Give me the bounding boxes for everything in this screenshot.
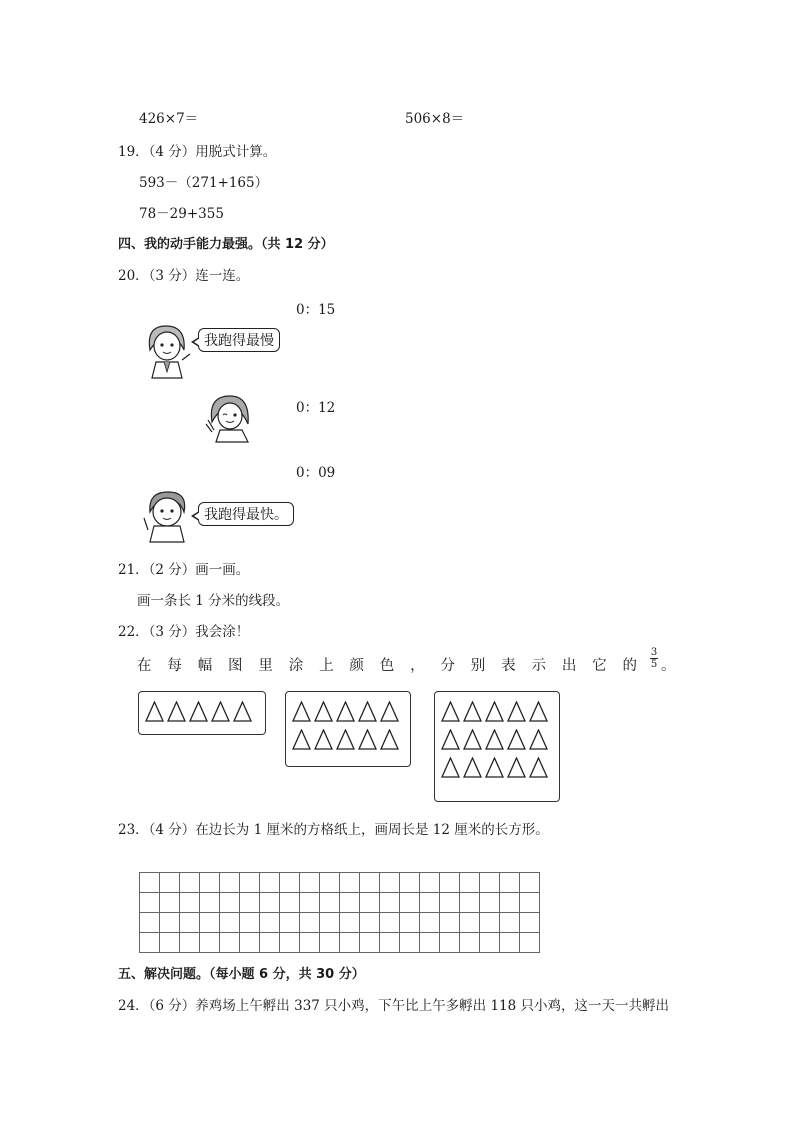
instruction-char: 里 <box>258 658 273 674</box>
section5-title: 五、解决问题。（每小题 6 分，共 30 分） <box>118 967 365 982</box>
triangle-shape <box>380 729 399 750</box>
grid-cell <box>220 913 240 933</box>
grid-cell <box>340 873 360 893</box>
grid-cell <box>460 933 480 953</box>
instruction-char: 每 <box>167 658 182 674</box>
triangle-shape <box>529 757 548 778</box>
triangle-shape <box>167 701 186 722</box>
triangle-shape <box>529 729 548 750</box>
triangle-shape <box>358 701 377 722</box>
grid-cell <box>140 933 160 953</box>
grid-cell <box>260 913 280 933</box>
triangle-shape <box>485 757 504 778</box>
grid-cell <box>200 913 220 933</box>
grid-cell <box>320 933 340 953</box>
grid-cell <box>320 913 340 933</box>
grid-cell <box>160 893 180 913</box>
grid-cell <box>140 893 160 913</box>
grid-cell <box>300 873 320 893</box>
q21-task: 画一条长 1 分米的线段。 <box>137 593 290 609</box>
q20-title: 20．（3 分）连一连。 <box>118 268 250 284</box>
q19-expr1: 593－（271+165） <box>139 175 269 191</box>
grid-cell <box>300 913 320 933</box>
triangle-row <box>435 729 559 750</box>
triangle-row <box>435 701 559 722</box>
instruction-char: 表 <box>501 658 516 674</box>
grid-cell <box>440 933 460 953</box>
triangle-shape <box>314 701 333 722</box>
triangle-shape <box>441 757 460 778</box>
grid-cell <box>440 893 460 913</box>
triangle-shape <box>507 757 526 778</box>
grid-cell <box>500 913 520 933</box>
grid-cell <box>200 893 220 913</box>
time-label-3: 0：09 <box>296 465 336 481</box>
instruction-char: 色 <box>379 658 395 674</box>
section4-title: 四、我的动手能力最强。（共 12 分） <box>118 237 334 252</box>
q23-title: 23．（4 分）在边长为 1 厘米的方格纸上，画周长是 12 厘米的长方形。 <box>118 822 549 838</box>
grid-cell <box>240 933 260 953</box>
instruction-char: 在 <box>137 658 152 674</box>
calc-left: 426×7＝ <box>139 111 199 127</box>
grid-cell <box>340 933 360 953</box>
grid-cell <box>420 933 440 953</box>
grid-cell <box>280 933 300 953</box>
grid-cell <box>180 933 200 953</box>
triangle-shape <box>233 701 252 722</box>
grid-cell <box>280 893 300 913</box>
grid-cell <box>440 873 460 893</box>
girl-waving-illustration <box>204 390 254 444</box>
q22-instruction <box>137 654 637 675</box>
q19-title: 19．（4 分）用脱式计算。 <box>118 144 277 160</box>
triangle-shape <box>380 701 399 722</box>
triangle-figure-1 <box>138 691 266 735</box>
instruction-char: 分 <box>440 658 455 674</box>
grid-row <box>140 913 540 933</box>
grid-cell <box>460 873 480 893</box>
grid-cell <box>340 913 360 933</box>
grid-cell <box>440 913 460 933</box>
triangle-row <box>286 701 410 722</box>
instruction-char: 示 <box>531 658 546 674</box>
grid-cell <box>340 893 360 913</box>
triangle-shape <box>292 729 311 750</box>
instruction-char: 颜 <box>349 658 364 674</box>
q24-title: 24．（6 分）养鸡场上午孵出 337 只小鸡，下午比上午多孵出 118 只小鸡，这一天一共孵出 <box>118 998 670 1014</box>
triangle-shape <box>485 729 504 750</box>
grid-cell <box>200 933 220 953</box>
triangle-shape <box>211 701 230 722</box>
grid-cell <box>500 933 520 953</box>
triangle-shape <box>529 701 548 722</box>
instruction-char: 涂 <box>288 658 304 674</box>
grid-cell <box>360 933 380 953</box>
grid-cell <box>140 873 160 893</box>
grid-cell <box>240 913 260 933</box>
triangle-shape <box>336 701 355 722</box>
grid-cell <box>280 873 300 893</box>
grid-cell <box>380 873 400 893</box>
speech-bubble-slowest: 我跑得最慢 <box>198 328 280 352</box>
grid-row <box>140 893 540 913</box>
triangle-row <box>139 701 265 722</box>
instruction-char: 图 <box>228 658 243 674</box>
grid-cell <box>500 893 520 913</box>
grid-cell <box>400 913 420 933</box>
grid-cell <box>320 873 340 893</box>
grid-cell <box>500 873 520 893</box>
grid-cell <box>480 873 500 893</box>
triangle-shape <box>314 729 333 750</box>
triangle-row <box>435 757 559 778</box>
grid-cell <box>220 893 240 913</box>
grid-cell <box>260 873 280 893</box>
grid-cell <box>460 893 480 913</box>
boy-illustration <box>140 488 196 544</box>
grid-cell <box>360 913 380 933</box>
grid-cell <box>400 933 420 953</box>
grid-cell <box>520 913 540 933</box>
triangle-shape <box>463 729 482 750</box>
triangle-shape <box>507 729 526 750</box>
fraction-suffix: 。 <box>661 658 676 674</box>
grid-cell <box>260 933 280 953</box>
grid-cell <box>180 873 200 893</box>
grid-cell <box>400 893 420 913</box>
grid-cell <box>520 893 540 913</box>
grid-cell <box>420 913 440 933</box>
fraction-denominator: 5 <box>650 659 658 670</box>
triangle-shape <box>441 729 460 750</box>
q21-title: 21．（2 分）画一画。 <box>118 562 250 578</box>
triangle-shape <box>336 729 355 750</box>
triangle-shape <box>463 757 482 778</box>
grid-cell <box>520 873 540 893</box>
instruction-char: 别 <box>470 658 486 674</box>
grid-cell <box>300 933 320 953</box>
triangle-figure-2 <box>285 691 411 767</box>
grid-cell <box>180 913 200 933</box>
grid-row <box>140 873 540 893</box>
grid-cell <box>220 873 240 893</box>
grid-cell <box>300 893 320 913</box>
triangle-shape <box>145 701 164 722</box>
time-label-1: 0：15 <box>296 302 336 318</box>
triangle-shape <box>463 701 482 722</box>
triangle-shape <box>507 701 526 722</box>
grid-cell <box>460 913 480 933</box>
square-grid-paper <box>139 872 540 953</box>
calc-right: 506×8＝ <box>405 111 465 127</box>
triangle-shape <box>441 701 460 722</box>
grid-cell <box>480 913 500 933</box>
fraction-three-fifths <box>650 647 658 670</box>
grid-cell <box>360 873 380 893</box>
grid-cell <box>220 933 240 953</box>
triangle-row <box>286 729 410 750</box>
q22-title: 22．（3 分）我会涂！ <box>118 624 250 640</box>
grid-cell <box>280 913 300 933</box>
grid-cell <box>480 933 500 953</box>
girl-illustration <box>140 320 196 380</box>
grid-cell <box>380 893 400 913</box>
triangle-shape <box>189 701 208 722</box>
instruction-char: ， <box>410 658 425 674</box>
grid-cell <box>380 933 400 953</box>
instruction-char: 幅 <box>197 658 213 674</box>
triangle-shape <box>358 729 377 750</box>
triangle-shape <box>292 701 311 722</box>
grid-row <box>140 933 540 953</box>
grid-cell <box>240 873 260 893</box>
q19-expr2: 78－29+355 <box>139 206 224 222</box>
grid-cell <box>480 893 500 913</box>
grid-cell <box>200 873 220 893</box>
grid-cell <box>160 933 180 953</box>
grid-cell <box>160 873 180 893</box>
instruction-char: 它 <box>592 658 607 674</box>
triangle-shape <box>485 701 504 722</box>
grid-cell <box>520 933 540 953</box>
instruction-char: 上 <box>319 658 334 674</box>
time-label-2: 0：12 <box>296 400 336 416</box>
grid-cell <box>320 893 340 913</box>
triangle-figure-3 <box>434 691 560 802</box>
grid-cell <box>180 893 200 913</box>
instruction-char: 的 <box>622 658 637 674</box>
grid-cell <box>380 913 400 933</box>
grid-cell <box>140 913 160 933</box>
grid-cell <box>400 873 420 893</box>
grid-cell <box>240 893 260 913</box>
grid-cell <box>420 893 440 913</box>
grid-cell <box>420 873 440 893</box>
fraction-numerator: 3 <box>650 647 658 658</box>
grid-cell <box>260 893 280 913</box>
grid-cell <box>160 913 180 933</box>
speech-bubble-fastest: 我跑得最快。 <box>198 502 294 526</box>
grid-cell <box>360 893 380 913</box>
instruction-char: 出 <box>561 658 577 674</box>
